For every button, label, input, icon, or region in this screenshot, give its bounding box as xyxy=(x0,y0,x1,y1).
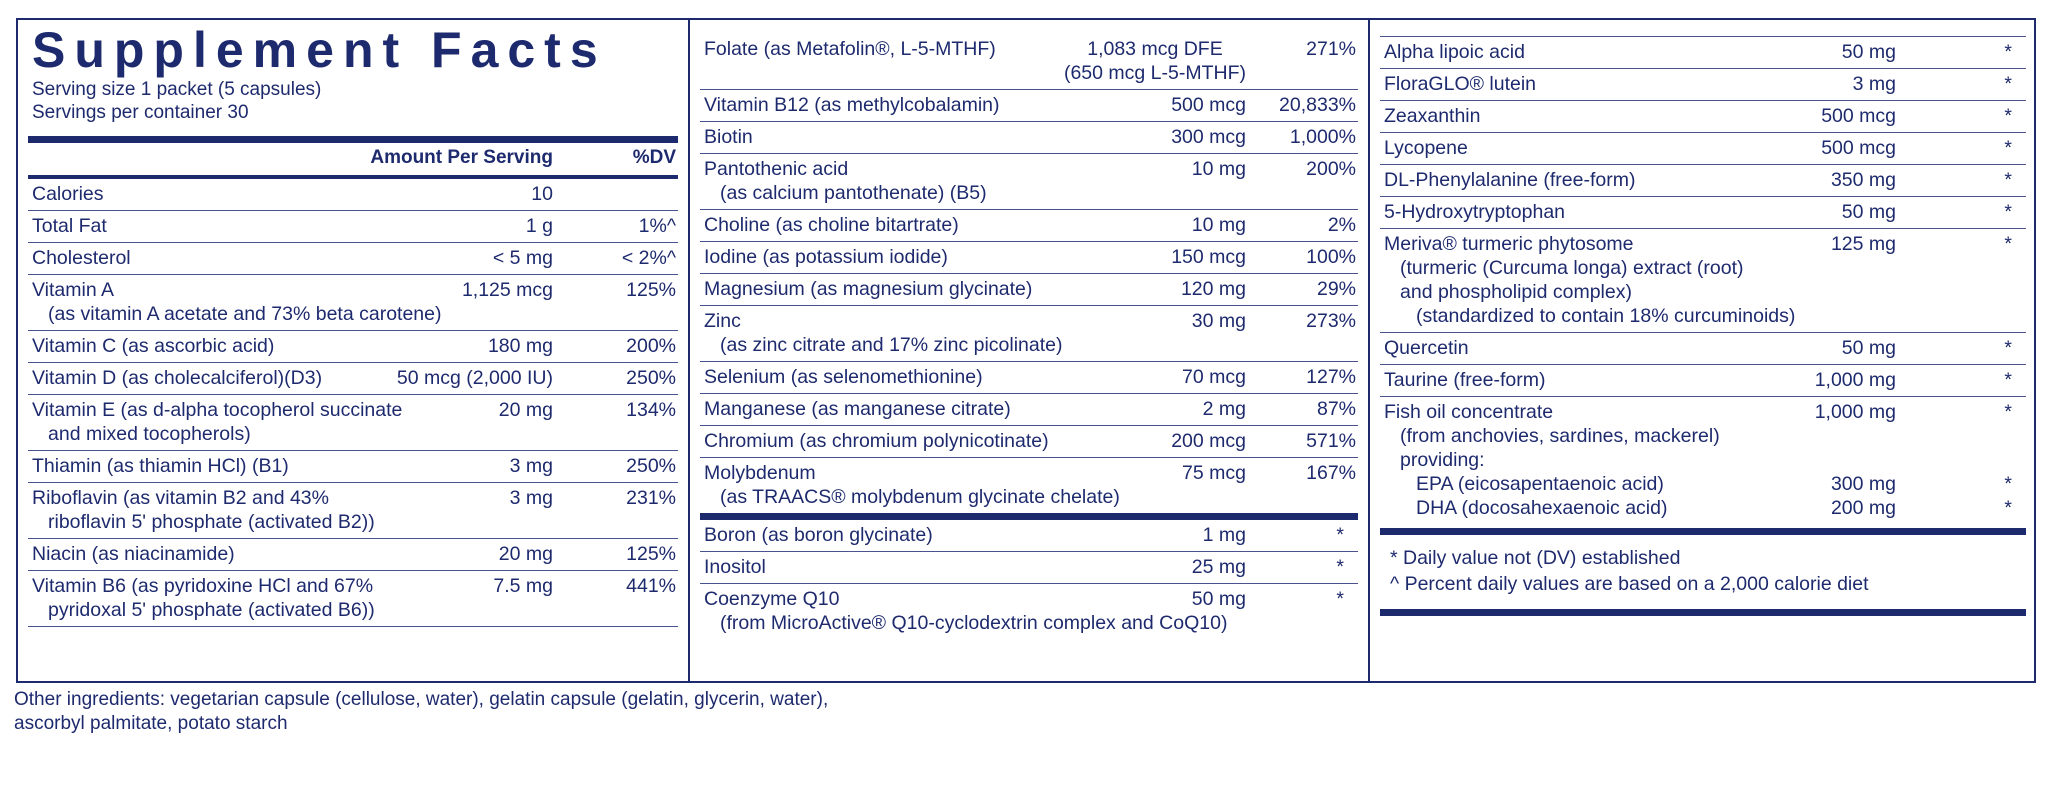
nutrient-amount: 350 mg xyxy=(1830,169,1896,191)
nutrient-amount: 50 mcg (2,000 IU) xyxy=(396,367,553,389)
table-row xyxy=(28,451,678,483)
other-ingredients-line: ascorbyl palmitate, potato starch xyxy=(14,713,288,734)
nutrient-dv: 1,000% xyxy=(1289,126,1356,148)
table-row xyxy=(28,571,678,627)
table-row xyxy=(700,242,1358,274)
nutrient-amount: 50 mg xyxy=(1191,588,1246,610)
table-row xyxy=(28,363,678,395)
table-row xyxy=(700,90,1358,122)
nutrient-amount: 30 mg xyxy=(1191,310,1246,332)
nutrient-amount: 150 mcg xyxy=(1171,246,1246,268)
nutrient-name: Chromium (as chromium polynicotinate) xyxy=(704,430,1049,452)
nutrient-name: Total Fat xyxy=(32,215,107,237)
nutrient-detail: (turmeric (Curcuma longa) extract (root) xyxy=(1400,257,1744,279)
nutrient-amount: 3 mg xyxy=(509,487,553,509)
nutrient-detail: (as vitamin A acetate and 73% beta carotene) xyxy=(48,303,442,325)
nutrient-name: Manganese (as manganese citrate) xyxy=(704,398,1011,420)
nutrient-amount: 20 mg xyxy=(498,399,553,421)
nutrient-dv: * xyxy=(2004,105,2012,127)
nutrient-amount: 500 mcg xyxy=(1821,105,1896,127)
column-3 xyxy=(1370,20,2036,681)
table-row xyxy=(700,394,1358,426)
nutrient-name: Quercetin xyxy=(1384,337,1469,359)
nutrient-dv: 200% xyxy=(626,335,676,357)
nutrient-name: Vitamin E (as d-alpha tocopherol succinate xyxy=(32,399,403,421)
table-row xyxy=(700,34,1358,90)
nutrient-name: 5-Hydroxytryptophan xyxy=(1384,201,1566,223)
divider xyxy=(1380,528,2026,535)
amount-dfe: 1,083 mcg DFE xyxy=(1087,38,1223,60)
nutrient-dv: 100% xyxy=(1306,246,1356,268)
table-row xyxy=(700,306,1358,362)
table-row xyxy=(28,211,678,243)
nutrient-name: Boron (as boron glycinate) xyxy=(704,524,933,546)
nutrient-amount: 3 mg xyxy=(509,455,553,477)
nutrient-detail: and phospholipid complex) xyxy=(1400,281,1632,303)
nutrient-list-3 xyxy=(700,520,1358,639)
nutrient-dv: 231% xyxy=(626,487,676,509)
table-row xyxy=(1380,165,2026,197)
nutrient-list-2 xyxy=(700,34,1358,513)
sub-row-epa xyxy=(1380,472,2026,496)
nutrient-name: EPA (eicosapentaenoic acid) xyxy=(1416,473,1664,495)
nutrient-dv: < 2%^ xyxy=(621,247,676,269)
footnotes xyxy=(1380,545,2026,597)
nutrient-amount: 20 mg xyxy=(498,543,553,565)
nutrient-amount: 1,000 mg xyxy=(1814,369,1896,391)
nutrient-name: FloraGLO® lutein xyxy=(1384,73,1537,95)
column-2 xyxy=(690,20,1370,681)
table-row xyxy=(1380,37,2026,69)
nutrient-dv: * xyxy=(2004,337,2012,359)
nutrient-amount: 500 mcg xyxy=(1171,94,1246,116)
nutrient-name: Fish oil concentrate xyxy=(1384,401,1554,423)
page-title: Supplement Facts xyxy=(32,22,607,78)
nutrient-dv: 441% xyxy=(626,575,676,597)
table-row xyxy=(700,210,1358,242)
nutrient-amount: 50 mg xyxy=(1841,201,1896,223)
table-row xyxy=(700,584,1358,639)
nutrient-dv: 134% xyxy=(626,399,676,421)
nutrient-detail: (as calcium pantothenate) (B5) xyxy=(720,182,987,204)
nutrient-amount: 1,000 mg xyxy=(1814,401,1896,423)
nutrient-amount xyxy=(1064,37,1246,85)
nutrient-amount: 10 xyxy=(531,183,553,205)
nutrient-detail: (as zinc citrate and 17% zinc picolinate) xyxy=(720,334,1063,356)
dv-header: %DV xyxy=(632,147,676,168)
table-row xyxy=(1380,101,2026,133)
sub-row-dha xyxy=(1380,496,2026,520)
nutrient-name: DL-Phenylalanine (free-form) xyxy=(1384,169,1636,191)
nutrient-dv: * xyxy=(1336,524,1344,546)
nutrient-name: Thiamin (as thiamin HCl) (B1) xyxy=(32,455,289,477)
nutrient-amount: 300 mg xyxy=(1830,473,1896,495)
nutrient-detail: providing: xyxy=(1400,449,1485,471)
nutrient-detail: and mixed tocopherols) xyxy=(48,423,251,445)
nutrient-dv: * xyxy=(2004,73,2012,95)
nutrient-dv: 200% xyxy=(1306,158,1356,180)
nutrient-name: Coenzyme Q10 xyxy=(704,588,840,610)
nutrient-name: Cholesterol xyxy=(32,247,131,269)
nutrient-dv: 273% xyxy=(1306,310,1356,332)
nutrient-name: Zinc xyxy=(704,310,741,332)
nutrient-name: Selenium (as selenomethionine) xyxy=(704,366,983,388)
divider xyxy=(28,136,678,143)
nutrient-dv: * xyxy=(1336,588,1344,610)
nutrient-name: Vitamin A xyxy=(32,279,115,301)
table-row xyxy=(700,458,1358,513)
table-row-fish-oil xyxy=(1380,397,2026,524)
column-1 xyxy=(18,20,690,681)
nutrient-list-1 xyxy=(28,179,678,627)
nutrient-amount: 200 mg xyxy=(1830,497,1896,519)
nutrient-amount: 1 g xyxy=(525,215,553,237)
nutrient-name: Niacin (as niacinamide) xyxy=(32,543,235,565)
nutrient-name: Pantothenic acid xyxy=(704,158,849,180)
nutrient-dv: 250% xyxy=(626,455,676,477)
nutrient-dv: 2% xyxy=(1327,214,1356,236)
table-row xyxy=(28,539,678,571)
nutrient-amount: 1,125 mcg xyxy=(461,279,553,301)
nutrient-amount: 120 mg xyxy=(1180,278,1246,300)
nutrient-amount: 75 mcg xyxy=(1182,462,1246,484)
other-ingredients xyxy=(14,688,828,736)
table-row xyxy=(700,362,1358,394)
nutrient-name: Molybdenum xyxy=(704,462,816,484)
nutrient-name: Calories xyxy=(32,183,104,205)
table-row xyxy=(700,154,1358,210)
nutrient-name: Vitamin C (as ascorbic acid) xyxy=(32,335,275,357)
table-row xyxy=(700,552,1358,584)
nutrient-amount: 180 mg xyxy=(487,335,553,357)
nutrient-name: Vitamin D (as cholecalciferol)(D3) xyxy=(32,367,323,389)
nutrient-list-4 xyxy=(1380,36,2026,524)
other-ingredients-line: Other ingredients: vegetarian capsule (cellulose, water), gelatin capsule (gelatin, glycerin, water), xyxy=(14,689,829,710)
table-row xyxy=(1380,365,2026,397)
nutrient-detail: (from MicroActive® Q10-cyclodextrin complex and CoQ10) xyxy=(720,612,1228,634)
nutrient-dv: 250% xyxy=(626,367,676,389)
nutrient-name: Taurine (free-form) xyxy=(1384,369,1546,391)
table-row xyxy=(700,122,1358,154)
nutrient-amount: 25 mg xyxy=(1191,556,1246,578)
nutrient-detail: pyridoxal 5' phosphate (activated B6)) xyxy=(48,599,375,621)
table-row xyxy=(700,520,1358,552)
nutrient-detail: riboflavin 5' phosphate (activated B2)) xyxy=(48,511,375,533)
nutrient-dv: 167% xyxy=(1306,462,1356,484)
nutrient-amount: 10 mg xyxy=(1191,214,1246,236)
nutrient-name: Biotin xyxy=(704,126,753,148)
nutrient-amount: < 5 mg xyxy=(492,247,553,269)
table-row xyxy=(1380,197,2026,229)
nutrient-amount: 1 mg xyxy=(1202,524,1246,546)
nutrient-name: Vitamin B6 (as pyridoxine HCl and 67% xyxy=(32,575,374,597)
nutrient-name: Alpha lipoic acid xyxy=(1384,41,1525,63)
nutrient-dv: 271% xyxy=(1306,38,1356,60)
nutrient-dv: 127% xyxy=(1306,366,1356,388)
table-row xyxy=(28,275,678,331)
nutrient-amount: 50 mg xyxy=(1841,41,1896,63)
table-row xyxy=(28,243,678,275)
nutrient-dv: * xyxy=(2004,401,2012,423)
nutrient-dv: 20,833% xyxy=(1279,94,1356,116)
nutrient-name: Meriva® turmeric phytosome xyxy=(1384,233,1634,255)
nutrient-dv: * xyxy=(2004,369,2012,391)
nutrient-detail: (as TRAACS® molybdenum glycinate chelate) xyxy=(720,486,1120,508)
table-row xyxy=(1380,333,2026,365)
nutrient-name: Riboflavin (as vitamin B2 and 43% xyxy=(32,487,329,509)
nutrient-amount: 200 mcg xyxy=(1171,430,1246,452)
nutrient-dv: 571% xyxy=(1306,430,1356,452)
nutrient-amount: 3 mg xyxy=(1852,73,1896,95)
nutrient-dv: * xyxy=(2004,233,2012,255)
nutrient-amount: 10 mg xyxy=(1191,158,1246,180)
footnote: ^ Percent daily values are based on a 2,000 calorie diet xyxy=(1390,573,1869,595)
nutrient-dv: 87% xyxy=(1316,398,1356,420)
footnote: * Daily value not (DV) established xyxy=(1390,547,1681,569)
amount-mthf: (650 mcg L-5-MTHF) xyxy=(1063,62,1246,84)
nutrient-amount: 50 mg xyxy=(1841,337,1896,359)
nutrient-dv: * xyxy=(2004,41,2012,63)
nutrient-name: Folate (as Metafolin®, L-5-MTHF) xyxy=(704,38,996,60)
table-row xyxy=(700,274,1358,306)
nutrient-name: Magnesium (as magnesium glycinate) xyxy=(704,278,1033,300)
table-row xyxy=(28,179,678,211)
nutrient-dv: * xyxy=(2004,201,2012,223)
nutrient-dv: 125% xyxy=(626,279,676,301)
nutrient-name: DHA (docosahexaenoic acid) xyxy=(1416,497,1668,519)
nutrient-name: Vitamin B12 (as methylcobalamin) xyxy=(704,94,1000,116)
nutrient-amount: 7.5 mg xyxy=(493,575,553,597)
nutrient-dv: 29% xyxy=(1316,278,1356,300)
servings-per-container: Servings per container 30 xyxy=(32,102,249,123)
divider xyxy=(700,513,1358,520)
nutrient-dv: 125% xyxy=(626,543,676,565)
nutrient-amount: 500 mcg xyxy=(1821,137,1896,159)
nutrient-dv: * xyxy=(2004,497,2012,519)
nutrient-amount: 70 mcg xyxy=(1182,366,1246,388)
nutrient-dv: * xyxy=(2004,169,2012,191)
nutrient-dv: 1%^ xyxy=(638,215,676,237)
nutrient-name: Inositol xyxy=(704,556,766,578)
table-header xyxy=(28,143,678,175)
table-row xyxy=(700,426,1358,458)
nutrient-name: Choline (as choline bitartrate) xyxy=(704,214,959,236)
nutrient-detail: (from anchovies, sardines, mackerel) xyxy=(1400,425,1720,447)
nutrient-dv: * xyxy=(2004,473,2012,495)
nutrient-name: Iodine (as potassium iodide) xyxy=(704,246,948,268)
nutrient-name: Zeaxanthin xyxy=(1384,105,1481,127)
serving-size: Serving size 1 packet (5 capsules) xyxy=(32,79,322,100)
nutrient-dv: * xyxy=(2004,137,2012,159)
table-row xyxy=(28,395,678,451)
amount-header: Amount Per Serving xyxy=(370,147,553,168)
table-row xyxy=(1380,229,2026,333)
supplement-facts-panel xyxy=(16,18,2036,683)
nutrient-dv: * xyxy=(1336,556,1344,578)
nutrient-amount: 300 mcg xyxy=(1171,126,1246,148)
divider xyxy=(1380,609,2026,616)
table-row xyxy=(28,331,678,363)
nutrient-amount: 2 mg xyxy=(1202,398,1246,420)
nutrient-name: Lycopene xyxy=(1384,137,1468,159)
nutrient-amount: 125 mg xyxy=(1830,233,1896,255)
nutrient-detail xyxy=(700,61,1358,85)
table-row xyxy=(1380,69,2026,101)
nutrient-detail: (standardized to contain 18% curcuminoids) xyxy=(1416,305,1796,327)
table-row xyxy=(1380,133,2026,165)
table-row xyxy=(28,483,678,539)
